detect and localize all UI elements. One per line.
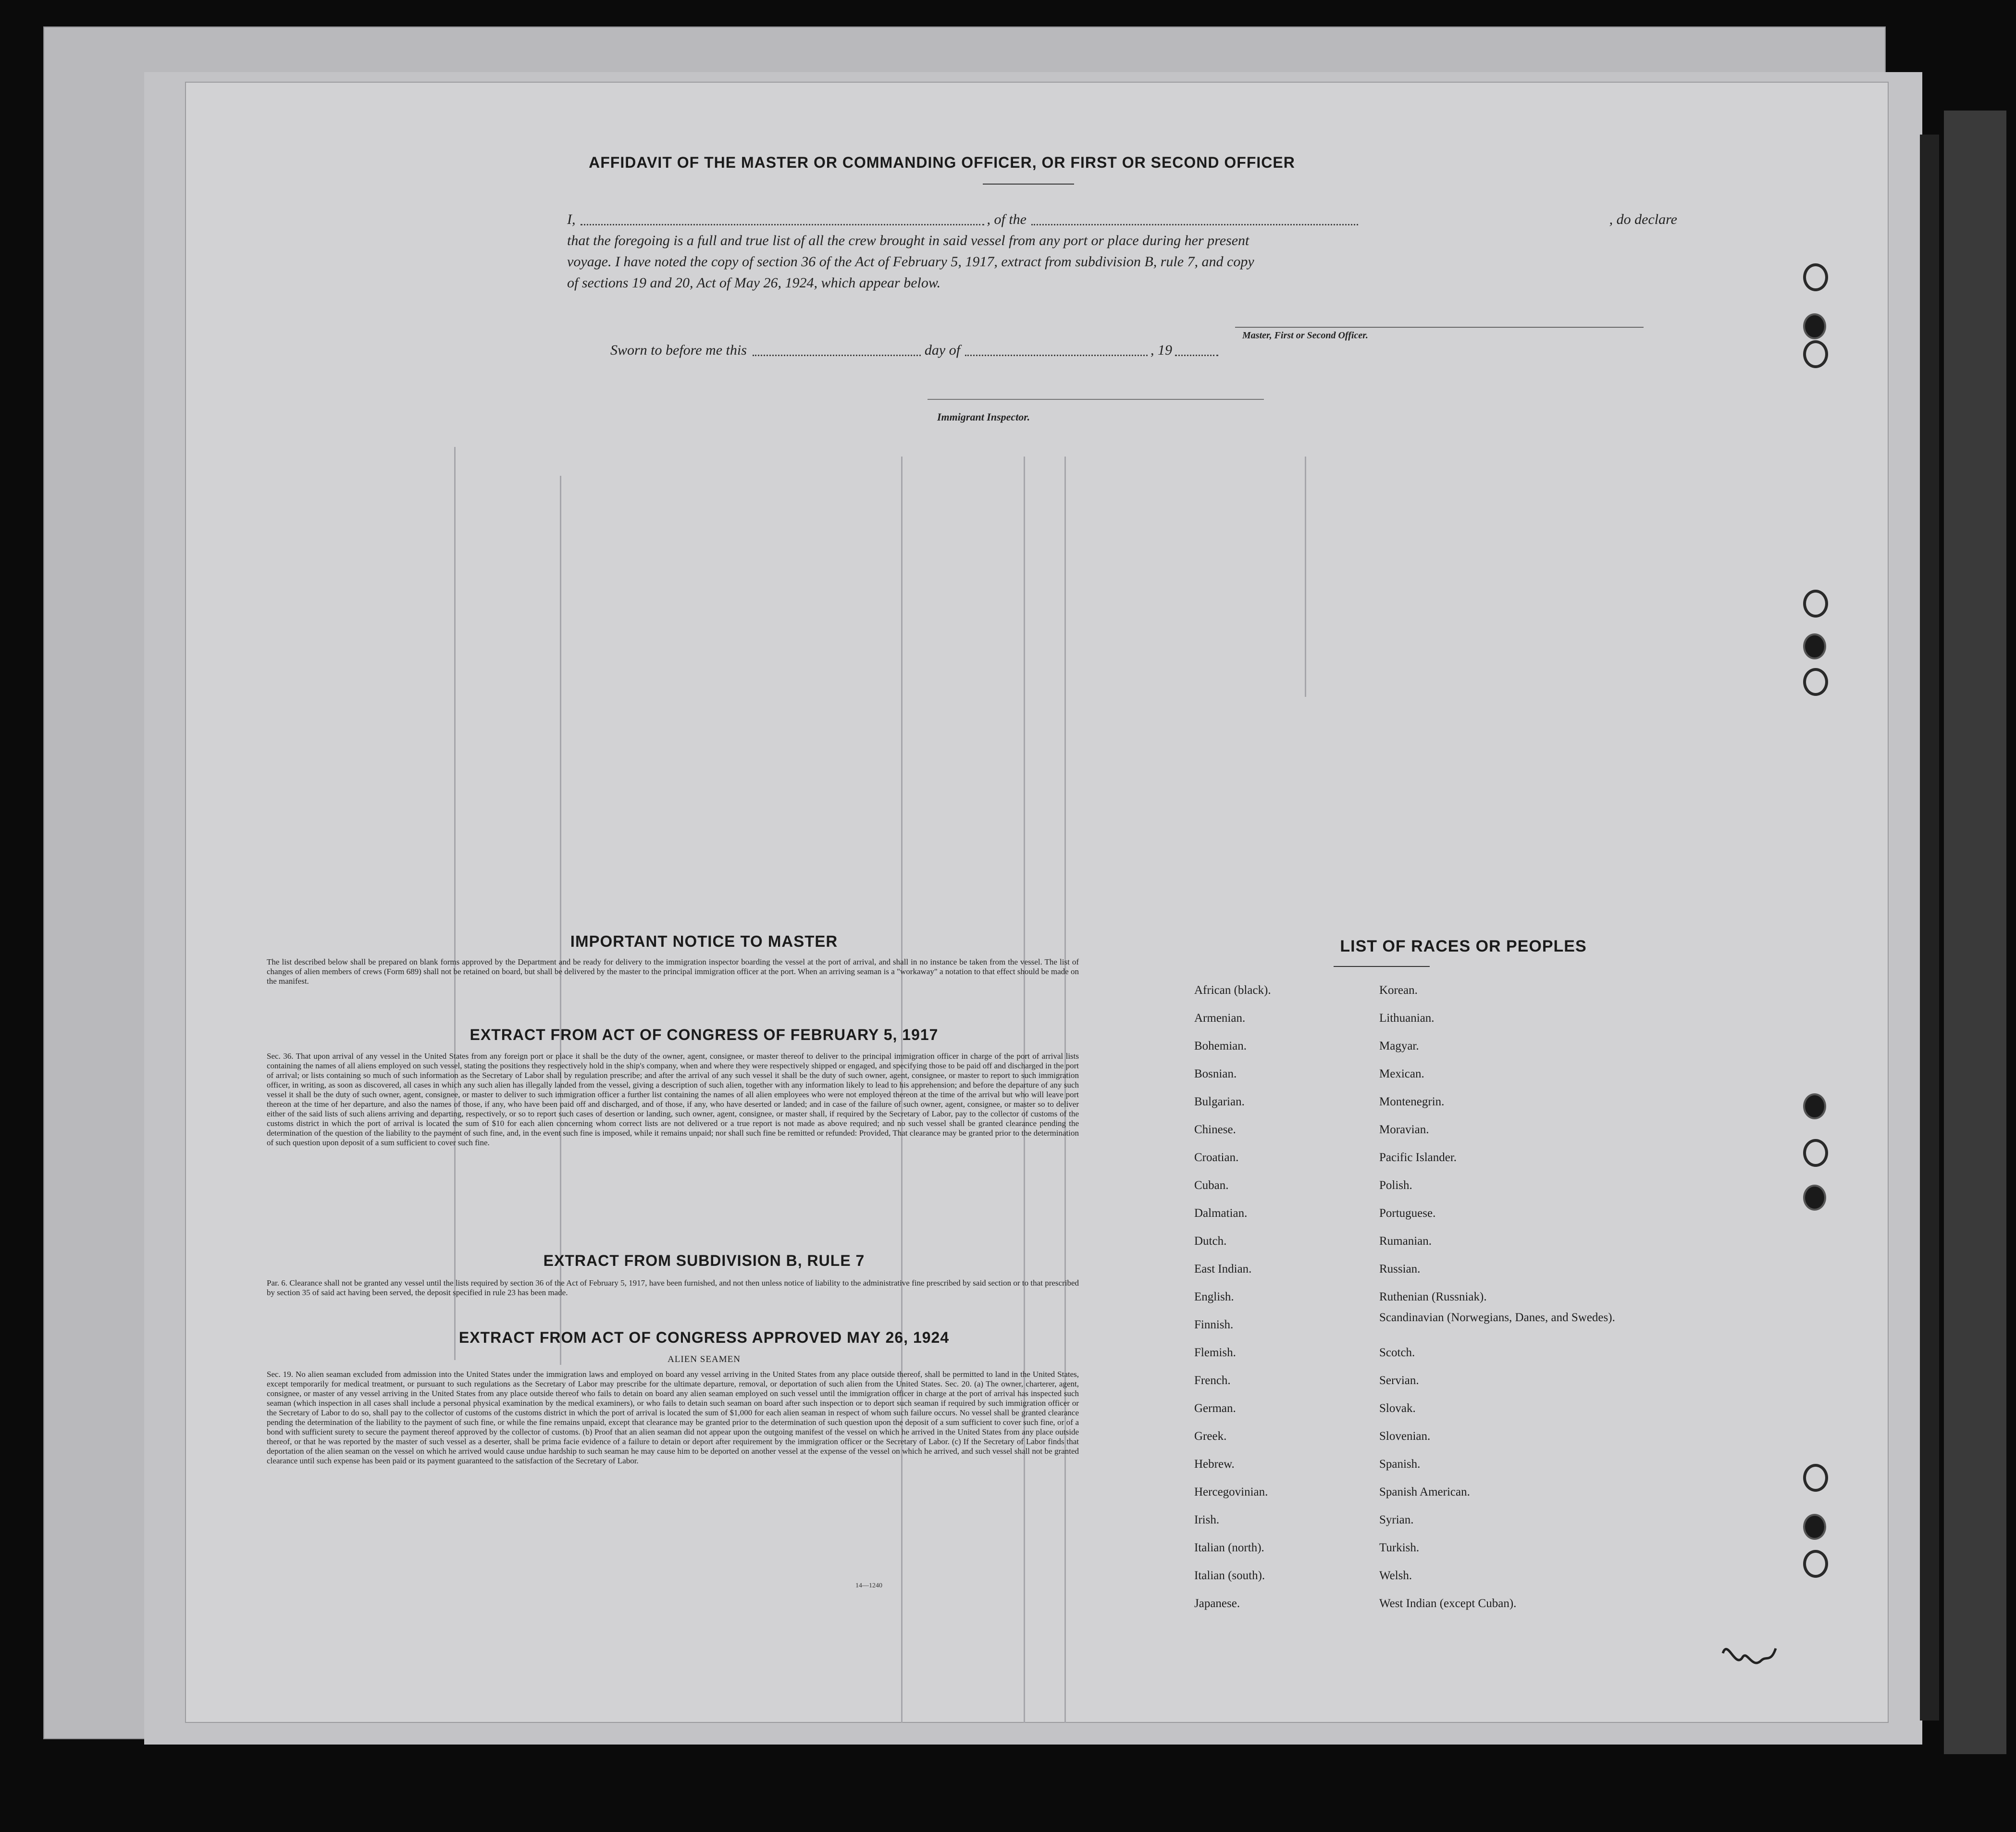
rule7-text: Par. 6. Clearance shall not be granted any vessel until the lists required by section 36 of the Act of February 5, 1917, have been furnished, and not then unless notice of liability to the administrative fine prescribed by said section or to that prescribed by section 35 of said act having been served, the deposit specified in rule 23 has been made. [267, 1278, 1079, 1297]
affidavit-line-1 [567, 209, 1677, 230]
ghost-column-rule [454, 447, 456, 1360]
extract-1924-text: Sec. 19. No alien seaman excluded from admission into the United States under the immigration laws and employed on board any vessel arriving in the United States from any place outside thereof, shall be permitted to land in the United States, except temporarily for medical treatment, or pursuant to such regulations as the Secretary of Labor may prescribe for the ultimate departure, removal, or deportation of such alien from the United States. Sec. 20. (a) The owner, charterer, agent, consignee, or master of any vessel arriving in the United States from any place outside thereof who fails to detain on board any alien seaman employed on such vessel until the immigration officer in charge at the port of arrival has inspected such seaman (which inspection in all cases shall include a personal physical examination by the medical examiners), or who fails to detain such seaman on board after such inspection or to deport such seaman if required by such immigration officer or the Secretary of Labor to do so, shall pay to the collector of customs of the customs district in which the port of arrival is located the sum of $1,000 for each alien seaman in respect of whom such failure occurs. No vessel shall be granted clearance pending the determination of the liability to the payment of such fine, or while the fine remains unpaid, except that clearance may be granted prior to the determination of such question upon the deposit of a sum sufficient to cover such fine, or of a bond with sufficient surety to secure the payment thereof approved by the collector of customs. (b) Proof that an alien seaman did not appear upon the outgoing manifest of the vessel on which he arrived in the United States from any place outside thereof, or that he was reported by the master of such vessel as a deserter, shall be prima facie evidence of a failure to detain or deport after requirement by the immigration officer or the Secretary of Labor. (c) If the Secretary of Labor finds that deportation of the alien seaman on the vessel on which he arrived would cause undue hardship to such seaman he may cause him to be deported on another vessel at the expense of the vessel on which he arrived, and such vessel shall not be granted clearance until such expense has been paid or its payment guaranteed to the satisfaction of the Secretary of Labor. [267, 1370, 1079, 1465]
race-item: Irish. [1194, 1513, 1220, 1526]
race-item: Scotch. [1379, 1346, 1415, 1359]
notice-title: IMPORTANT NOTICE TO MASTER [570, 932, 838, 950]
races-title: LIST OF RACES OR PEOPLES [1340, 937, 1587, 955]
race-item: Rumanian. [1379, 1235, 1432, 1248]
race-item: Dutch. [1194, 1235, 1227, 1248]
punch-hole [1803, 1464, 1828, 1492]
binding-edge-inner [1920, 135, 1939, 1721]
form-number: 14—1240 [855, 1582, 882, 1589]
affidavit-title: AFFIDAVIT OF THE MASTER OR COMMANDING OFFICER, OR FIRST OR SECOND OFFICER [589, 154, 1295, 171]
punch-hole [1803, 263, 1828, 291]
race-item: Spanish American. [1379, 1485, 1470, 1498]
race-item: Bulgarian. [1194, 1095, 1245, 1108]
affidavit-i: I, [567, 211, 576, 227]
sworn-text: Sworn to before me this [610, 342, 747, 358]
race-item: Cuban. [1194, 1179, 1229, 1192]
race-item: Spanish. [1379, 1458, 1421, 1471]
title-rule [983, 184, 1074, 185]
rule7-title: EXTRACT FROM SUBDIVISION B, RULE 7 [543, 1252, 865, 1269]
race-item: West Indian (except Cuban). [1379, 1597, 1517, 1610]
punch-hole [1803, 1550, 1828, 1578]
race-item: Mexican. [1379, 1067, 1424, 1080]
races-column-1 [1194, 977, 1377, 1618]
extract-1924-subtitle: ALIEN SEAMEN [668, 1354, 741, 1364]
sworn-day-blank [753, 355, 921, 356]
sworn-month-blank [965, 355, 1148, 356]
race-item: Turkish. [1379, 1541, 1420, 1554]
race-item: Slovenian. [1379, 1430, 1431, 1443]
affidavit-line-2: that the foregoing is a full and true list of all the crew brought in said vessel from any port or place during her present [567, 233, 1249, 248]
punch-hole [1803, 340, 1828, 368]
sworn-line [610, 340, 1218, 361]
punch-hole [1803, 313, 1826, 339]
extract-1924-title: EXTRACT FROM ACT OF CONGRESS APPROVED MAY 26, 1924 [458, 1329, 950, 1346]
race-item: Montenegrin. [1379, 1095, 1445, 1108]
race-item: Japanese. [1194, 1597, 1240, 1610]
race-item: Russian. [1379, 1263, 1421, 1275]
races-title-rule [1334, 966, 1430, 967]
race-item: Korean. [1379, 984, 1418, 997]
affidavit-of-the: , of the [987, 211, 1027, 227]
race-item: Lithuanian. [1379, 1012, 1435, 1025]
race-item: Bohemian. [1194, 1040, 1247, 1052]
race-item: Greek. [1194, 1430, 1227, 1443]
race-item: French. [1194, 1374, 1231, 1387]
sworn-year-prefix: , 19 [1150, 342, 1173, 358]
punch-hole [1803, 1514, 1826, 1540]
handwritten-mark [1718, 1634, 1785, 1682]
punch-hole [1803, 1093, 1826, 1119]
races-column-2 [1379, 977, 1648, 1618]
race-item: Welsh. [1379, 1569, 1412, 1582]
punch-hole [1803, 590, 1828, 618]
punch-hole [1803, 668, 1828, 696]
affidavit-line-3: voyage. I have noted the copy of section 36 of the Act of February 5, 1917, extract from subdivision B, rule 7, and copy [567, 254, 1254, 270]
race-item: Italian (north). [1194, 1541, 1264, 1554]
punch-hole [1803, 1139, 1828, 1167]
sworn-year-blank [1175, 355, 1218, 356]
document-page [185, 82, 1889, 1723]
race-item: Ruthenian (Russniak). [1379, 1290, 1487, 1303]
race-item: Slovak. [1379, 1402, 1416, 1415]
race-item: African (black). [1194, 984, 1271, 997]
ghost-column-rule [560, 476, 561, 1365]
race-item: Hercegovinian. [1194, 1485, 1268, 1498]
race-item: Moravian. [1379, 1123, 1429, 1136]
race-item: Scandinavian (Norwegians, Danes, and Swedes). [1379, 1311, 1615, 1324]
race-item: East Indian. [1194, 1263, 1252, 1275]
affidavit-line-4: of sections 19 and 20, Act of May 26, 1924, which appear below. [567, 275, 941, 291]
extract-1917-text: Sec. 36. That upon arrival of any vessel in the United States from any foreign port or place it shall be the duty of the owner, agent, consignee, or master thereof to deliver to the principal immigration officer in charge of the port of arrival lists containing the names of all aliens employed on such vessel, stating the positions they respectively hold in the ship's company, when and where they were respectively shipped or engaged, and specifying those to be paid off and discharged in the port of arrival; or lists containing so much of such information as the Secretary of Labor shall by regulation prescribe; and after the arrival of any such vessel it shall be the duty of such owner, agent, consignee, or master to report to such immigration officer, in writing, as soon as discovered, all cases in which any such alien has illegally landed from the vessel, giving a description of such alien, together with any information likely to lead to his apprehension; and before the departure of any such vessel it shall be the duty of such owner, agent, consignee, or master to deliver to such immigration officer a further list containing the names of all alien employees who were not employed thereon at the time of the arrival but who will leave port thereon at the time of her departure, and also the names of those, if any, who have been paid off and discharged, and of those, if any, who have deserted or landed; and in case of the failure of such owner, agent, consignee, or master so to deliver either of the said lists of such aliens arriving and departing, respectively, or so to report such cases of desertion or landing, such owner, agent, consignee, or master shall, if required by the Secretary of Labor, pay to the collector of customs of the customs district in which the port of arrival is located the sum of $10 for each alien concerning whom correct lists are not delivered or a true report is not made as above required; and no such vessel shall be granted clearance pending the determination of the question of the liability to the payment of such fine, and, in the event such fine is imposed, while it remains unpaid; nor shall such fine be remitted or refunded: Provided, That clearance may be granted prior to the determination of such question upon deposit of a sum sufficient to cover such fine. [267, 1052, 1079, 1147]
race-item: Dalmatian. [1194, 1207, 1248, 1220]
binding-edge [1944, 111, 2006, 1754]
punch-hole [1803, 1185, 1826, 1211]
race-item: Italian (south). [1194, 1569, 1265, 1582]
race-item: English. [1194, 1290, 1234, 1303]
name-blank [581, 224, 984, 225]
punch-hole [1803, 633, 1826, 659]
vessel-blank [1031, 224, 1358, 225]
affidavit-body [567, 209, 1677, 294]
race-item: Pacific Islander. [1379, 1151, 1457, 1164]
race-item: Syrian. [1379, 1513, 1414, 1526]
race-item: Croatian. [1194, 1151, 1239, 1164]
race-item: Armenian. [1194, 1012, 1246, 1025]
race-item: Flemish. [1194, 1346, 1236, 1359]
notice-text: The list described below shall be prepared on blank forms approved by the Department and be ready for delivery to the immigration inspector boarding the vessel at the port of arrival, and shall in no instance be taken from the vessel. The list of changes of alien members of crews (Form 689) shall not be retained on board, but shall be delivered by the master to the principal immigration officer at the port. When an arriving seaman is a "workaway" a notation to that effect should be made on the manifest. [267, 957, 1079, 986]
race-item: German. [1194, 1402, 1236, 1415]
sworn-day-of: day of [924, 342, 961, 358]
race-item: Polish. [1379, 1179, 1412, 1192]
race-item: Bosnian. [1194, 1067, 1237, 1080]
inspector-label: Immigrant Inspector. [937, 411, 1030, 423]
extract-1917-title: EXTRACT FROM ACT OF CONGRESS OF FEBRUARY 5, 1917 [470, 1026, 939, 1043]
race-item: Chinese. [1194, 1123, 1236, 1136]
race-item: Hebrew. [1194, 1458, 1235, 1471]
race-item: Finnish. [1194, 1318, 1234, 1331]
affidavit-declare: , do declare [1609, 211, 1677, 227]
race-item: Portuguese. [1379, 1207, 1436, 1220]
ghost-column-rule [1305, 457, 1306, 697]
inspector-signature-line [928, 399, 1264, 400]
race-item: Magyar. [1379, 1040, 1419, 1052]
master-signature-label: Master, First or Second Officer. [1242, 330, 1368, 341]
race-item: Servian. [1379, 1374, 1419, 1387]
